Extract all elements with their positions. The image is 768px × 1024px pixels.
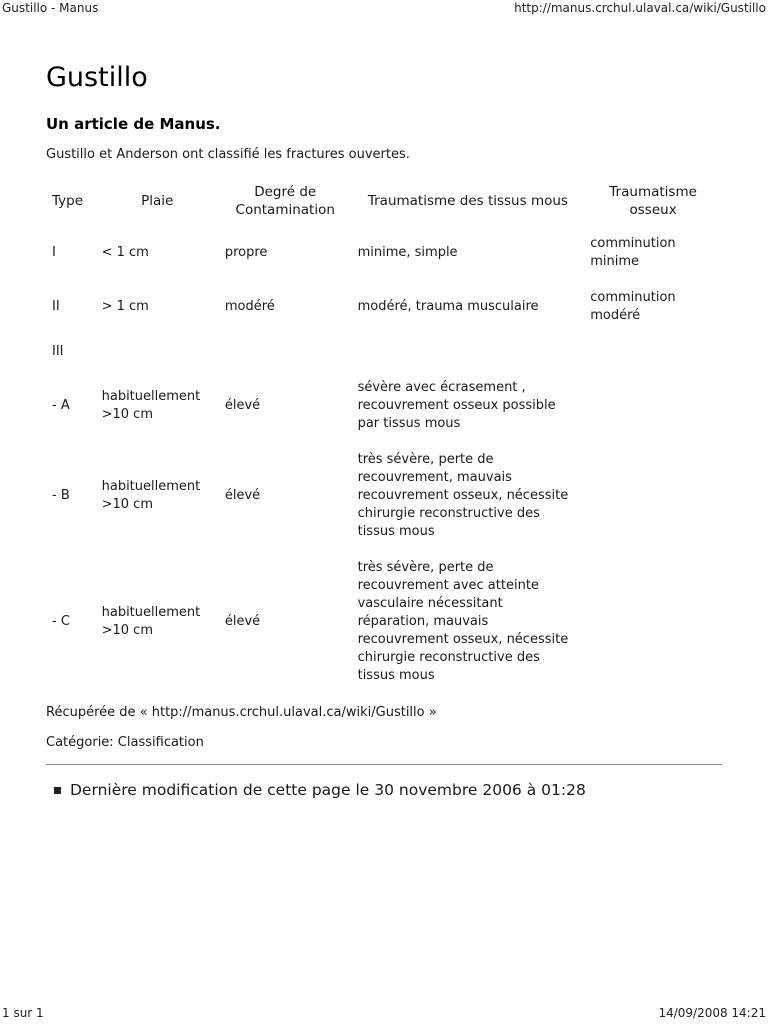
article-subtitle: Un article de Manus. bbox=[46, 115, 221, 133]
print-header-title: Gustillo - Manus bbox=[2, 1, 99, 15]
last-modified-text: Dernière modification de cette page le 30 novembre 2006 à 01:28 bbox=[70, 781, 586, 799]
footer-divider bbox=[46, 764, 722, 765]
cell-degre: élevé bbox=[224, 398, 261, 413]
cell-plaie: < 1 cm bbox=[101, 245, 149, 260]
table-row bbox=[46, 334, 722, 370]
cell-tissus: minime, simple bbox=[357, 245, 458, 260]
page-footer-info bbox=[46, 704, 722, 752]
header-plaie: Plaie bbox=[141, 193, 174, 209]
article-content bbox=[46, 58, 722, 801]
cell-degre: modéré bbox=[224, 299, 275, 314]
classification-table bbox=[46, 176, 722, 694]
cell-osseux bbox=[584, 334, 722, 370]
cell-osseux: comminution minime bbox=[590, 236, 676, 269]
print-footer-datetime: 14/09/2008 14:21 bbox=[658, 1006, 766, 1020]
table-row bbox=[46, 442, 722, 550]
cell-degre: propre bbox=[224, 245, 268, 260]
cell-tissus: modéré, trauma musculaire bbox=[357, 299, 539, 314]
cell-type: III bbox=[52, 344, 64, 359]
table-row bbox=[46, 370, 722, 442]
table-row bbox=[46, 226, 722, 280]
cell-plaie: habituellement >10 cm bbox=[101, 605, 201, 638]
page-title: Gustillo bbox=[46, 62, 148, 93]
square-bullet-icon bbox=[54, 787, 61, 794]
cell-type: - C bbox=[52, 614, 70, 629]
cell-osseux bbox=[584, 370, 722, 442]
retrieved-from: Récupérée de « http://manus.crchul.ulaval.ca/wiki/Gustillo » bbox=[46, 705, 437, 720]
cell-plaie: > 1 cm bbox=[101, 299, 149, 314]
category-link[interactable]: Catégorie: Classification bbox=[46, 735, 204, 750]
cell-osseux: comminution modéré bbox=[590, 290, 676, 323]
print-footer-page: 1 sur 1 bbox=[2, 1006, 44, 1020]
last-modified-item bbox=[70, 779, 722, 801]
header-type: Type bbox=[52, 193, 84, 209]
cell-tissus: très sévère, perte de recouvrement, mauvais recouvrement osseux, nécessite chirurgie reconstructive des tissus mous bbox=[357, 452, 569, 539]
table-row bbox=[46, 280, 722, 334]
print-header-url: http://manus.crchul.ulaval.ca/wiki/Gustillo bbox=[514, 1, 766, 15]
cell-type: - A bbox=[52, 398, 70, 413]
article-intro: Gustillo et Anderson ont classifié les fractures ouvertes. bbox=[46, 147, 410, 162]
cell-plaie: habituellement >10 cm bbox=[101, 389, 201, 422]
print-header bbox=[2, 1, 766, 17]
cell-tissus: sévère avec écrasement , recouvrement osseux possible par tissus mous bbox=[357, 380, 556, 431]
cell-type: I bbox=[52, 245, 56, 260]
cell-type: - B bbox=[52, 488, 70, 503]
cell-degre: élevé bbox=[224, 488, 261, 503]
cell-degre: élevé bbox=[224, 614, 261, 629]
print-footer bbox=[2, 1006, 766, 1022]
header-degre: Degré de Contamination bbox=[235, 184, 335, 218]
footer-list bbox=[46, 779, 722, 801]
cell-osseux bbox=[584, 550, 722, 694]
table-row bbox=[46, 550, 722, 694]
cell-plaie: habituellement >10 cm bbox=[101, 479, 201, 512]
header-osseux: Traumatisme osseux bbox=[609, 184, 697, 218]
cell-type: II bbox=[52, 299, 60, 314]
table-header-row bbox=[46, 176, 722, 226]
cell-tissus bbox=[352, 334, 585, 370]
cell-plaie bbox=[96, 334, 219, 370]
cell-degre bbox=[219, 334, 352, 370]
header-tissus: Traumatisme des tissus mous bbox=[367, 193, 568, 209]
cell-tissus: très sévère, perte de recouvrement avec atteinte vasculaire nécessitant réparation, mauvais recouvrement osseux, nécessite chirurgie reconstructive des tissus mous bbox=[357, 560, 569, 683]
cell-osseux bbox=[584, 442, 722, 550]
